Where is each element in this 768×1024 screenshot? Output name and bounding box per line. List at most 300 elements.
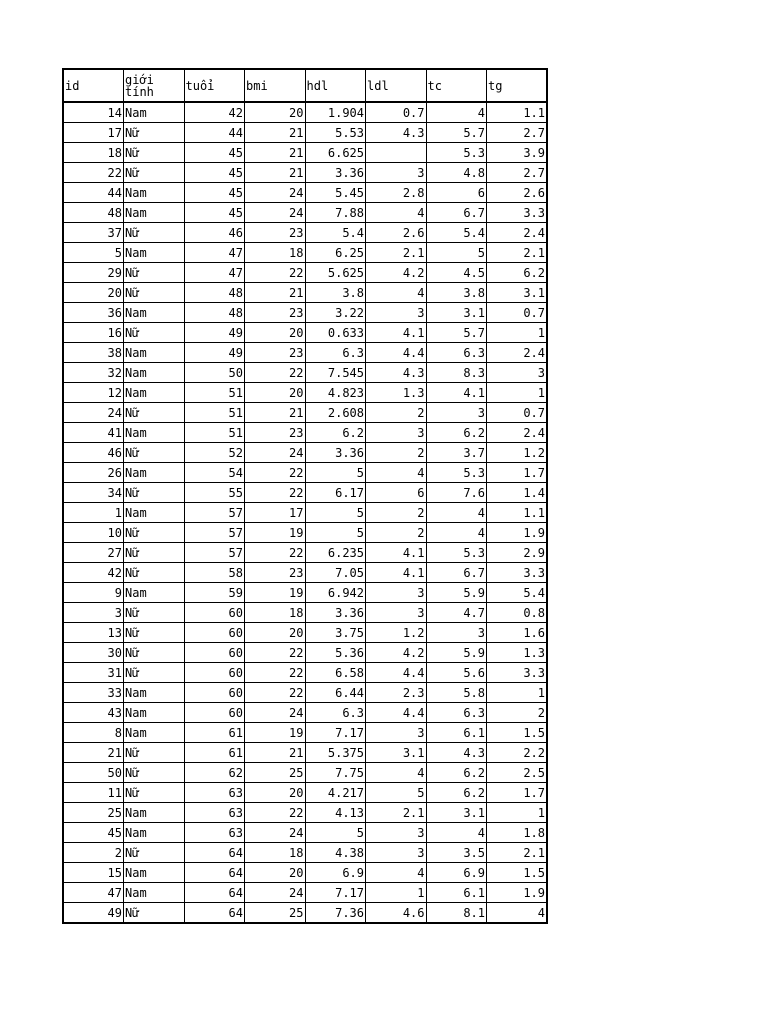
cell-bmi: 23 [245,563,306,583]
cell-bmi: 21 [245,163,306,183]
cell-tg: 2.9 [487,543,548,563]
cell-ldl: 4 [366,763,427,783]
cell-tg: 1.4 [487,483,548,503]
cell-age: 62 [184,763,245,783]
cell-ldl: 3 [366,723,427,743]
table-row [63,803,547,823]
cell-ldl: 2.8 [366,183,427,203]
cell-tc: 6.1 [426,883,487,903]
cell-gender: Nữ [124,663,185,683]
table-row [63,123,547,143]
cell-gender: Nữ [124,563,185,583]
cell-id: 8 [63,723,124,743]
cell-tg: 1.7 [487,783,548,803]
header-row [63,69,547,102]
cell-age: 64 [184,883,245,903]
column-header-age: tuổi [184,69,245,102]
cell-bmi: 23 [245,303,306,323]
cell-tg: 0.7 [487,303,548,323]
table-row [63,143,547,163]
cell-tc: 3.8 [426,283,487,303]
cell-hdl: 4.38 [305,843,366,863]
cell-tg: 2.2 [487,743,548,763]
cell-bmi: 24 [245,823,306,843]
cell-ldl: 1 [366,883,427,903]
cell-tc: 4.8 [426,163,487,183]
cell-tg: 2 [487,703,548,723]
table-row [63,323,547,343]
cell-ldl: 2.6 [366,223,427,243]
cell-bmi: 24 [245,183,306,203]
cell-gender: Nam [124,383,185,403]
cell-ldl: 4.3 [366,363,427,383]
cell-tc: 6.7 [426,563,487,583]
cell-age: 51 [184,403,245,423]
cell-tg: 2.1 [487,243,548,263]
cell-age: 60 [184,663,245,683]
cell-tc: 5.9 [426,643,487,663]
cell-tc: 6.2 [426,763,487,783]
cell-gender: Nam [124,863,185,883]
cell-tc: 6.3 [426,703,487,723]
cell-bmi: 23 [245,223,306,243]
cell-ldl: 4.4 [366,663,427,683]
cell-tg: 1 [487,383,548,403]
cell-ldl: 4.3 [366,123,427,143]
cell-hdl: 6.44 [305,683,366,703]
cell-id: 37 [63,223,124,243]
table-row [63,543,547,563]
cell-tg: 1.9 [487,883,548,903]
table-row [63,643,547,663]
cell-age: 60 [184,703,245,723]
cell-tg: 5.4 [487,583,548,603]
cell-age: 46 [184,223,245,243]
column-header-bmi: bmi [245,69,306,102]
cell-gender: Nữ [124,283,185,303]
cell-tg: 2.7 [487,163,548,183]
cell-gender: Nữ [124,263,185,283]
cell-tc: 4 [426,503,487,523]
cell-id: 1 [63,503,124,523]
cell-tg: 1.1 [487,102,548,123]
table-header [63,69,547,102]
cell-age: 55 [184,483,245,503]
cell-age: 58 [184,563,245,583]
cell-tc: 3 [426,403,487,423]
table-row [63,823,547,843]
cell-hdl: 7.17 [305,723,366,743]
cell-tc: 4.7 [426,603,487,623]
cell-id: 49 [63,903,124,924]
cell-ldl: 3 [366,423,427,443]
cell-tc: 8.1 [426,903,487,924]
cell-tg: 1.5 [487,863,548,883]
cell-id: 11 [63,783,124,803]
cell-age: 44 [184,123,245,143]
cell-ldl: 0.7 [366,102,427,123]
table-row [63,163,547,183]
column-header-tc: tc [426,69,487,102]
cell-bmi: 22 [245,463,306,483]
cell-bmi: 20 [245,623,306,643]
cell-hdl: 7.75 [305,763,366,783]
cell-gender: Nam [124,203,185,223]
cell-bmi: 18 [245,243,306,263]
cell-age: 51 [184,383,245,403]
cell-hdl: 6.235 [305,543,366,563]
cell-hdl: 6.3 [305,703,366,723]
cell-ldl: 4.1 [366,323,427,343]
cell-tc: 5.3 [426,143,487,163]
cell-hdl: 7.36 [305,903,366,924]
cell-hdl: 6.2 [305,423,366,443]
cell-tc: 3.7 [426,443,487,463]
cell-age: 54 [184,463,245,483]
cell-hdl: 6.17 [305,483,366,503]
table-row [63,243,547,263]
cell-gender: Nữ [124,763,185,783]
cell-age: 47 [184,243,245,263]
cell-hdl: 3.36 [305,163,366,183]
cell-tc: 5.7 [426,323,487,343]
cell-id: 17 [63,123,124,143]
cell-tg: 1.8 [487,823,548,843]
cell-gender: Nam [124,723,185,743]
cell-id: 41 [63,423,124,443]
cell-gender: Nam [124,503,185,523]
cell-id: 43 [63,703,124,723]
cell-gender: Nam [124,343,185,363]
cell-gender: Nữ [124,163,185,183]
cell-ldl: 2 [366,503,427,523]
cell-gender: Nữ [124,323,185,343]
cell-age: 45 [184,143,245,163]
cell-hdl: 4.217 [305,783,366,803]
column-header-hdl: hdl [305,69,366,102]
table-row [63,403,547,423]
cell-hdl: 2.608 [305,403,366,423]
cell-age: 63 [184,803,245,823]
cell-id: 21 [63,743,124,763]
cell-gender: Nam [124,583,185,603]
cell-bmi: 19 [245,523,306,543]
cell-bmi: 24 [245,883,306,903]
cell-bmi: 22 [245,483,306,503]
table-row [63,463,547,483]
cell-id: 30 [63,643,124,663]
cell-gender: Nữ [124,903,185,924]
cell-ldl: 2.1 [366,803,427,823]
cell-tc: 5.6 [426,663,487,683]
cell-ldl: 4.4 [366,343,427,363]
table-row [63,183,547,203]
column-header-tg: tg [487,69,548,102]
cell-bmi: 17 [245,503,306,523]
cell-gender: Nữ [124,543,185,563]
cell-id: 36 [63,303,124,323]
cell-id: 46 [63,443,124,463]
cell-hdl: 5.53 [305,123,366,143]
cell-id: 2 [63,843,124,863]
cell-age: 47 [184,263,245,283]
cell-gender: Nữ [124,483,185,503]
table-row [63,783,547,803]
cell-gender: Nữ [124,643,185,663]
cell-ldl: 2.1 [366,243,427,263]
table-row [63,663,547,683]
cell-id: 42 [63,563,124,583]
cell-gender: Nữ [124,123,185,143]
cell-age: 49 [184,343,245,363]
cell-tc: 6.2 [426,783,487,803]
cell-hdl: 6.942 [305,583,366,603]
cell-tg: 2.4 [487,223,548,243]
cell-ldl: 3 [366,583,427,603]
cell-bmi: 21 [245,283,306,303]
table-row [63,443,547,463]
cell-age: 60 [184,623,245,643]
cell-tg: 1.6 [487,623,548,643]
cell-age: 48 [184,283,245,303]
cell-hdl: 5.4 [305,223,366,243]
cell-bmi: 23 [245,423,306,443]
cell-id: 9 [63,583,124,603]
cell-gender: Nam [124,363,185,383]
cell-age: 45 [184,163,245,183]
cell-id: 33 [63,683,124,703]
cell-gender: Nam [124,183,185,203]
cell-tg: 2.4 [487,343,548,363]
cell-id: 29 [63,263,124,283]
cell-tg: 3.3 [487,563,548,583]
cell-ldl: 2 [366,523,427,543]
cell-bmi: 18 [245,603,306,623]
cell-hdl: 5.375 [305,743,366,763]
cell-gender: Nữ [124,623,185,643]
cell-id: 5 [63,243,124,263]
cell-id: 14 [63,102,124,123]
cell-age: 50 [184,363,245,383]
table-row [63,583,547,603]
cell-gender: Nữ [124,743,185,763]
cell-tc: 6.1 [426,723,487,743]
table-row [63,283,547,303]
table-row [63,503,547,523]
cell-hdl: 5 [305,503,366,523]
cell-tc: 4 [426,102,487,123]
cell-tg: 1.2 [487,443,548,463]
cell-bmi: 20 [245,863,306,883]
cell-ldl: 4.1 [366,543,427,563]
cell-tc: 5.3 [426,543,487,563]
cell-ldl: 4.4 [366,703,427,723]
cell-tc: 4.5 [426,263,487,283]
cell-tc: 4.3 [426,743,487,763]
table-row [63,883,547,903]
cell-hdl: 7.545 [305,363,366,383]
cell-tg: 2.1 [487,843,548,863]
cell-hdl: 5 [305,463,366,483]
cell-bmi: 20 [245,102,306,123]
table-row [63,203,547,223]
cell-tg: 6.2 [487,263,548,283]
cell-tg: 2.4 [487,423,548,443]
cell-tc: 6.2 [426,423,487,443]
cell-age: 49 [184,323,245,343]
table-row [63,483,547,503]
table-row [63,223,547,243]
cell-ldl: 4 [366,203,427,223]
table-row [63,703,547,723]
cell-hdl: 5 [305,523,366,543]
table-row [63,303,547,323]
cell-age: 45 [184,203,245,223]
cell-age: 60 [184,643,245,663]
cell-ldl: 4.2 [366,643,427,663]
cell-gender: Nam [124,883,185,903]
cell-hdl: 6.3 [305,343,366,363]
cell-bmi: 21 [245,123,306,143]
cell-hdl: 7.05 [305,563,366,583]
cell-age: 60 [184,683,245,703]
cell-hdl: 4.13 [305,803,366,823]
column-header-gender: giới tính [124,69,185,102]
cell-ldl [366,143,427,163]
cell-gender: Nam [124,683,185,703]
cell-hdl: 6.25 [305,243,366,263]
cell-tg: 1.7 [487,463,548,483]
column-header-id: id [63,69,124,102]
table-row [63,763,547,783]
cell-tc: 5.3 [426,463,487,483]
cell-id: 26 [63,463,124,483]
cell-hdl: 6.58 [305,663,366,683]
cell-ldl: 1.2 [366,623,427,643]
cell-hdl: 7.88 [305,203,366,223]
cell-gender: Nam [124,243,185,263]
cell-tg: 2.7 [487,123,548,143]
cell-id: 15 [63,863,124,883]
cell-id: 25 [63,803,124,823]
cell-tg: 1 [487,683,548,703]
cell-tc: 6.3 [426,343,487,363]
cell-tg: 1.5 [487,723,548,743]
cell-bmi: 22 [245,363,306,383]
cell-bmi: 24 [245,443,306,463]
cell-bmi: 23 [245,343,306,363]
cell-id: 50 [63,763,124,783]
cell-tg: 3.3 [487,663,548,683]
cell-hdl: 5.36 [305,643,366,663]
cell-id: 48 [63,203,124,223]
table-row [63,423,547,443]
cell-tc: 4.1 [426,383,487,403]
cell-bmi: 18 [245,843,306,863]
cell-bmi: 22 [245,263,306,283]
cell-age: 64 [184,843,245,863]
table-row [63,343,547,363]
cell-bmi: 21 [245,143,306,163]
cell-ldl: 3 [366,303,427,323]
cell-tg: 1 [487,803,548,823]
cell-age: 51 [184,423,245,443]
cell-id: 32 [63,363,124,383]
cell-id: 10 [63,523,124,543]
cell-tc: 8.3 [426,363,487,383]
table-row [63,903,547,924]
cell-ldl: 3 [366,163,427,183]
cell-bmi: 19 [245,723,306,743]
table-row [63,603,547,623]
cell-tg: 4 [487,903,548,924]
cell-hdl: 3.22 [305,303,366,323]
cell-tg: 2.5 [487,763,548,783]
cell-age: 52 [184,443,245,463]
table-row [63,563,547,583]
cell-gender: Nam [124,303,185,323]
cell-tg: 1.1 [487,503,548,523]
cell-bmi: 22 [245,803,306,823]
cell-id: 13 [63,623,124,643]
cell-tc: 3.5 [426,843,487,863]
cell-gender: Nữ [124,843,185,863]
cell-bmi: 20 [245,383,306,403]
cell-tg: 0.8 [487,603,548,623]
table-row [63,863,547,883]
cell-hdl: 3.75 [305,623,366,643]
cell-hdl: 0.633 [305,323,366,343]
cell-tc: 5.9 [426,583,487,603]
cell-tg: 1.9 [487,523,548,543]
cell-hdl: 6.9 [305,863,366,883]
cell-bmi: 22 [245,663,306,683]
cell-ldl: 2.3 [366,683,427,703]
cell-gender: Nam [124,823,185,843]
cell-ldl: 2 [366,403,427,423]
cell-tc: 5.8 [426,683,487,703]
cell-age: 63 [184,783,245,803]
cell-id: 34 [63,483,124,503]
cell-tg: 1.3 [487,643,548,663]
cell-age: 61 [184,743,245,763]
cell-id: 31 [63,663,124,683]
cell-hdl: 1.904 [305,102,366,123]
cell-id: 22 [63,163,124,183]
cell-age: 48 [184,303,245,323]
column-header-ldl: ldl [366,69,427,102]
cell-ldl: 4.1 [366,563,427,583]
cell-ldl: 4 [366,283,427,303]
table-row [63,683,547,703]
cell-age: 57 [184,523,245,543]
cell-hdl: 5 [305,823,366,843]
cell-hdl: 6.625 [305,143,366,163]
cell-tc: 6.7 [426,203,487,223]
table-row [63,383,547,403]
cell-age: 57 [184,543,245,563]
cell-gender: Nam [124,463,185,483]
cell-age: 63 [184,823,245,843]
cell-id: 47 [63,883,124,903]
cell-gender: Nam [124,703,185,723]
cell-tc: 3.1 [426,803,487,823]
cell-id: 45 [63,823,124,843]
cell-hdl: 3.8 [305,283,366,303]
cell-bmi: 22 [245,683,306,703]
cell-tc: 5.4 [426,223,487,243]
cell-ldl: 3 [366,843,427,863]
